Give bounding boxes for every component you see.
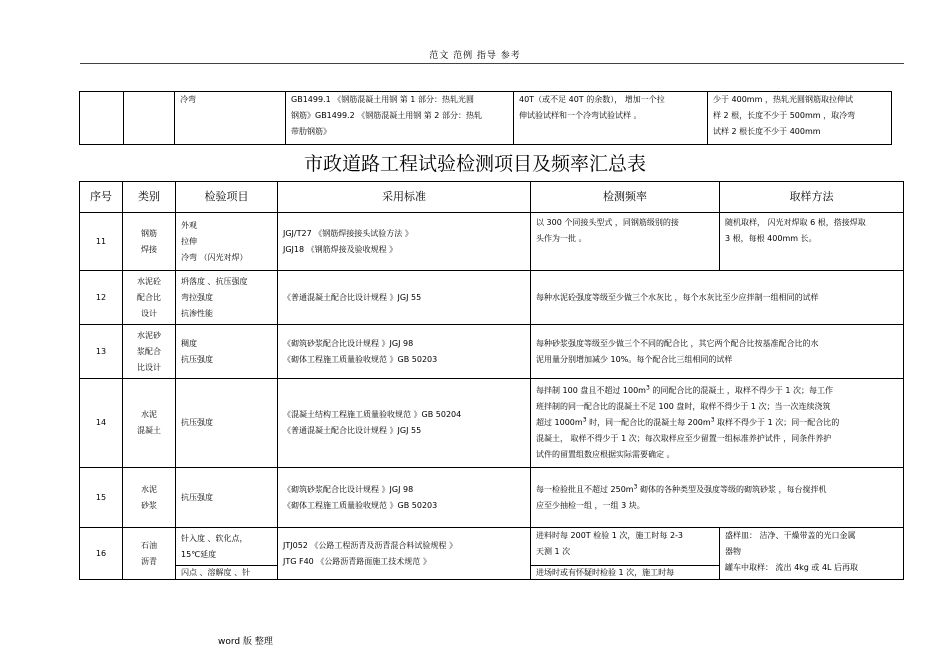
table-row	[80, 213, 904, 271]
cont-item-text: 冷弯	[180, 95, 196, 104]
category-line: 水泥砂	[137, 330, 161, 340]
frequency-line: 进料时每 200T 检验 1 次，施工时每 2-3	[536, 531, 684, 540]
row-standard	[278, 213, 531, 271]
row-number: 11	[80, 213, 123, 271]
table-row	[80, 271, 904, 325]
row-number: 12	[80, 271, 123, 325]
col-header-standard: 采用标准	[278, 182, 531, 213]
table-row	[80, 325, 904, 379]
category-line: 浆配合	[137, 346, 161, 356]
standard-line: 《普通混凝土配合比设计规程 》JGJ 55	[283, 292, 422, 302]
item-line: 15℃延度	[181, 549, 217, 559]
item-line: 抗压强度	[181, 418, 213, 427]
cont-no-cell	[80, 92, 124, 145]
row-standard	[278, 271, 531, 325]
col-header-frequency: 检测频率	[531, 182, 720, 213]
row-category	[123, 379, 176, 468]
standard-line: 《砌筑砂浆配合比设计规程 》JGJ 98	[283, 484, 414, 494]
row-frequency	[531, 528, 720, 566]
item-line: 抗压强度	[181, 492, 213, 502]
item-line: 抗渗性能	[181, 308, 213, 318]
continuation-table	[79, 91, 892, 145]
document-title: 市政道路工程试验检测项目及频率汇总表	[303, 153, 646, 175]
row-sampling	[720, 528, 904, 580]
row-frequency	[531, 379, 904, 468]
cont-frequency-cell	[514, 92, 708, 145]
row-category	[123, 271, 176, 325]
item-line: 针入度 、软化点，	[181, 533, 248, 543]
category-line: 水泥砼	[137, 276, 161, 286]
row-frequency	[531, 213, 720, 271]
item-line: 抗压强度	[181, 354, 213, 364]
frequency-line: 班拌制的同一配合比的混凝土不足 100 盘时，取样不得少于 1 次；当一次连续浇筑	[536, 402, 831, 411]
item-line: 弯拉强度	[181, 292, 213, 302]
row-standard	[278, 379, 531, 468]
sampling-line: 3 根，每根 400mm 长。	[725, 234, 817, 243]
frequency-line: 每一检验批且不超过 $250m^3$ 砌体的各种类型及强度等级的砌筑砂浆 ，每台搅拌机	[536, 482, 827, 494]
standard-line: 《砌体工程施工质量验收规范 》GB 50203	[283, 354, 438, 364]
standard-line: 《砌筑砂浆配合比设计规程 》JGJ 98	[283, 338, 414, 348]
frequency-line: 每种砂浆强度等级至少做三个不同的配合比 ，其它两个配合比按基准配合比的水	[536, 338, 819, 348]
standard-line: 《砌体工程施工质量验收规范 》GB 50203	[283, 500, 438, 510]
cont-frequency-line: 伸试验试样和一个冷弯试验试样 。	[519, 111, 642, 120]
table-header-row	[80, 182, 904, 213]
row-items	[176, 271, 278, 325]
row-frequency	[531, 468, 904, 528]
row-items	[176, 528, 278, 566]
item-line: 坍落度 、抗压强度	[181, 276, 248, 286]
cont-sampling-line: 少于 400mm ，热轧光圆钢筋取拉伸试	[713, 95, 853, 104]
row-items	[176, 325, 278, 379]
cont-sampling-cell	[708, 92, 892, 145]
cont-cat-cell	[124, 92, 175, 145]
item-line: 外观	[181, 220, 197, 230]
cont-standard-cell	[286, 92, 514, 145]
standard-line: JTG F40 《公路沥青路面施工技术规范 》	[283, 556, 431, 566]
item-line: 拉伸	[181, 236, 197, 246]
item-line: 闪点 、溶解度 、针	[181, 567, 251, 577]
row-items	[176, 379, 278, 468]
standard-line: JGJ/T27 《钢筋焊接接头试验方法 》	[283, 228, 413, 238]
sampling-line: 器物	[725, 547, 741, 556]
category-line: 水泥	[141, 410, 157, 419]
frequency-line: 头作为一批 。	[536, 234, 587, 243]
item-line: 稠度	[181, 338, 197, 348]
frequency-line: 每种水泥砼强度等级至少做三个水灰比 ，每个水灰比至少应拌制一组相同的试样	[536, 292, 819, 302]
category-line: 沥青	[141, 556, 157, 566]
frequency-line: 进场时或有怀疑时检验 1 次，施工时每	[536, 567, 675, 577]
row-standard	[278, 325, 531, 379]
row-standard	[278, 528, 531, 580]
frequency-line: 天测 1 次	[536, 547, 571, 556]
row-category	[123, 213, 176, 271]
standard-line: 《普通混凝土配合比设计规程 》JGJ 55	[283, 426, 422, 435]
row-number: 15	[80, 468, 123, 528]
cont-item-cell	[175, 92, 286, 145]
category-line: 石油	[141, 540, 157, 550]
row-category	[123, 468, 176, 528]
row-items	[176, 468, 278, 528]
row-category	[123, 528, 176, 580]
table-row	[80, 379, 904, 468]
col-header-no: 序号	[80, 182, 123, 213]
col-header-category: 类别	[123, 182, 176, 213]
frequency-line: 超过 $1000m^3$ 时，同一配合比的混凝土每 $200m^3$ 取样不得少于 1 次；同一配合比的	[536, 416, 840, 427]
category-line: 水泥	[141, 484, 157, 494]
frequency-line: 试件的留置组数应根据实际需要确定 。	[536, 450, 675, 459]
frequency-line: 泥用量分别增加减少 10%。每个配合比三组相同的试样	[536, 354, 733, 364]
test-frequency-table	[79, 181, 904, 580]
row-number: 14	[80, 379, 123, 468]
frequency-line: 混凝土， 取样不得少于 1 次；每次取样应至少留置一组标准养护试件 ，同条件养护	[536, 434, 832, 443]
row-number: 13	[80, 325, 123, 379]
cont-standard-line: 钢筋》GB1499.2 《钢筋混凝土用钢 第 2 部分：热轧	[291, 111, 482, 120]
cont-standard-line: GB1499.1 《钢筋混凝土用钢 第 1 部分：热轧光圆	[291, 95, 474, 104]
table-row	[80, 468, 904, 528]
row-frequency	[531, 566, 720, 580]
row-frequency	[531, 271, 904, 325]
page-footer: word 版 整理	[218, 637, 273, 647]
sampling-line: 随机取样， 闪光对焊取 6 根，搭接焊取	[725, 218, 866, 227]
row-category	[123, 325, 176, 379]
category-line: 焊接	[141, 244, 157, 254]
col-header-sampling: 取样方法	[720, 182, 904, 213]
standard-line: 《混凝土结构工程施工质量验收规范 》GB 50204	[283, 410, 462, 419]
category-line: 配合比	[137, 292, 161, 302]
frequency-line: 每拌制 100 盘且不超过 $100m^3$ 的同配合比的混凝土 ，取样不得少于 1 次；每工作	[536, 384, 834, 395]
item-line: 冷弯 （闪光对焊）	[181, 252, 248, 262]
cont-standard-line: 带肋钢筋》	[291, 127, 331, 136]
page-header: 范文 范例 指导 参考	[429, 51, 521, 61]
cont-sampling-line: 样 2 根，长度不少于 500mm ，取冷弯	[713, 111, 856, 120]
standard-line: JTJ052 《公路工程沥青及沥青混合料试验规程 》	[283, 540, 457, 550]
frequency-line: 以 300 个同接头型式 ，同钢筋级别的接	[536, 218, 679, 227]
row-frequency	[531, 325, 904, 379]
standard-line: JGJ18 《钢筋焊接及验收规程 》	[283, 244, 398, 254]
header-rule	[80, 63, 904, 64]
category-line: 混凝土	[137, 426, 161, 435]
frequency-line: 应至少抽检一组 ，一组 3 块。	[536, 500, 645, 510]
category-line: 砂浆	[141, 500, 157, 510]
cont-frequency-line: 40T（或不足 40T 的余数）， 增加一个拉	[519, 95, 665, 104]
row-items	[176, 566, 278, 580]
sampling-line: 罐车中取样： 流出 4kg 或 4L 后再取	[725, 563, 859, 572]
row-standard	[278, 468, 531, 528]
category-line: 设计	[141, 308, 157, 318]
category-line: 比设计	[137, 362, 161, 372]
sampling-line: 盛样皿： 洁净、干燥带盖的光口金属	[725, 531, 856, 540]
row-number: 16	[80, 528, 123, 580]
col-header-item: 检验项目	[176, 182, 278, 213]
row-sampling	[720, 213, 904, 271]
table-row	[80, 528, 904, 566]
row-items	[176, 213, 278, 271]
category-line: 钢筋	[141, 228, 157, 238]
cont-sampling-line: 试样 2 根长度不少于 400mm	[713, 127, 821, 136]
